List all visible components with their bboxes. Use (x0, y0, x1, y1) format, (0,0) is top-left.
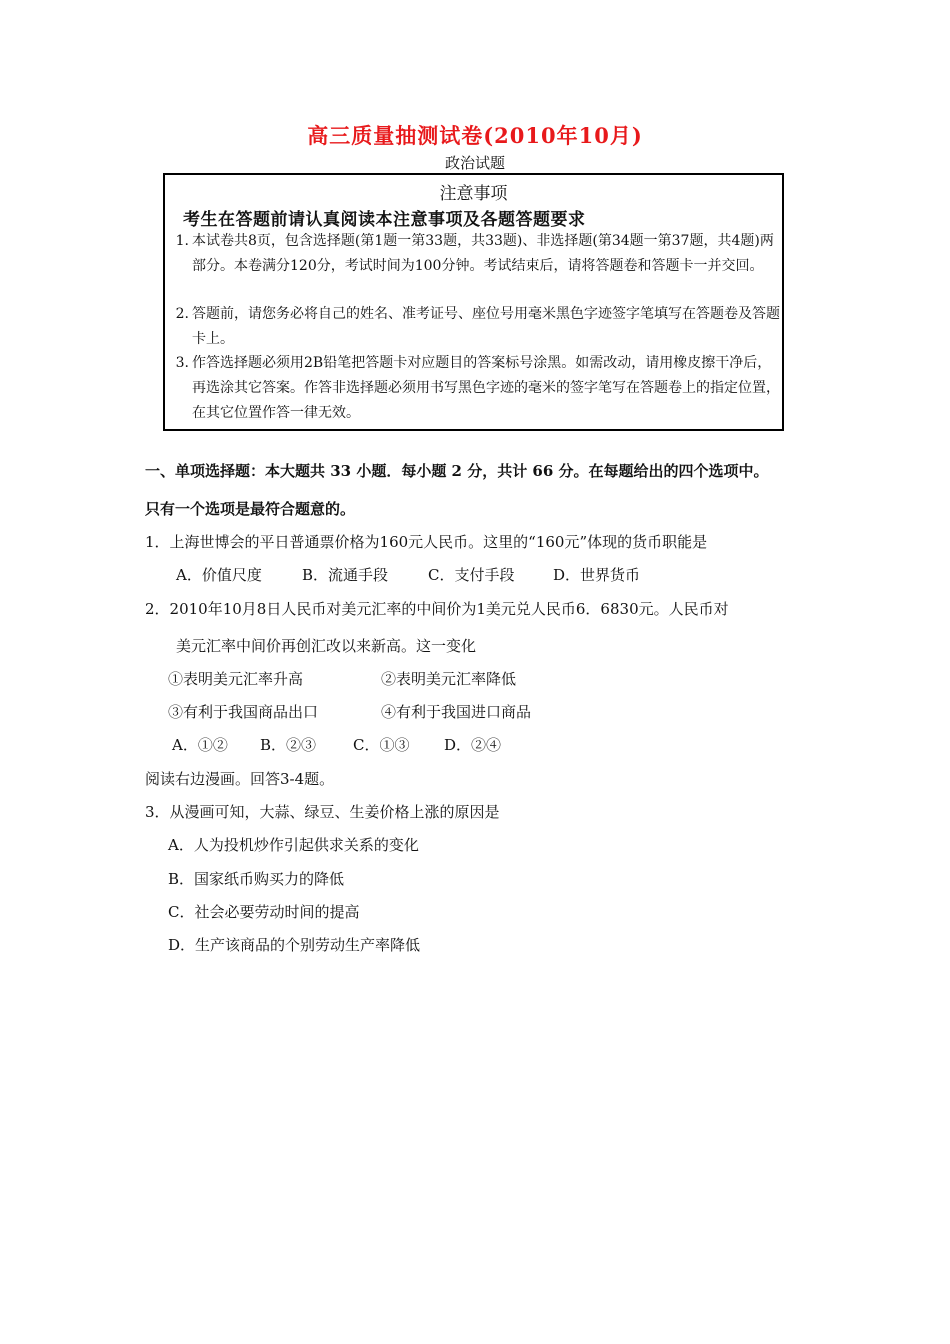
exam-subtitle: 政治试题 (444, 154, 505, 172)
notice-item-number: 2. (175, 306, 189, 322)
question-1-stem: 1．上海世博会的平日普通票价格为160元人民币。这里的“160元”体现的货币职能是 (145, 533, 708, 551)
notice-subtitle: 考生在答题前请认真阅读本注意事项及各题答题要求 (183, 210, 586, 230)
section-heading: 一、单项选择题：本大题共 33 小题．每小题 2 分，共计 66 分。在每题给出的四个选项中。 (145, 462, 769, 480)
question-3-option-d: D．生产该商品的个别劳动生产率降低 (168, 936, 421, 954)
question-2-option-a: A．①② (172, 736, 228, 754)
question-2-statement-4: ④有利于我国进口商品 (381, 703, 532, 721)
question-3-stem: 3．从漫画可知，大蒜、绿豆、生姜价格上涨的原因是 (145, 803, 500, 821)
question-1-option-a: A．价值尺度 (176, 566, 262, 584)
notice-title: 注意事项 (439, 184, 508, 204)
question-1-option-b: B．流通手段 (302, 566, 389, 584)
question-3-option-a: A．人为投机炒作引起供求关系的变化 (168, 836, 419, 854)
question-2-stem: 2．2010年10月8日人民币对美元汇率的中间价为1美元兑人民币6．6830元。人民币对 (145, 600, 729, 618)
question-2-statement-3: ③有利于我国商品出口 (168, 703, 319, 721)
notice-item-text: 本试卷共8页，包含选择题(第1题一第33题，共33题)、非选择题(第34题一第37题，共4题)两部分。本卷满分120分，考试时间为100分钟。考试结束后，请将答题卷和答题卡一并交回。 (192, 233, 774, 274)
question-2-statement-2: ②表明美元汇率降低 (381, 670, 517, 688)
question-2-option-c: C．①③ (353, 736, 410, 754)
notice-item-text: 答题前，请您务必将自己的姓名、准考证号、座位号用毫米黑色字迹签字笔填写在答题卷及答题卡上。 (192, 306, 780, 347)
notice-item-number: 1. (175, 233, 189, 249)
question-2-option-b: B．②③ (260, 736, 317, 754)
question-3-option-b: B．国家纸币购买力的降低 (168, 870, 345, 888)
question-3-option-c: C．社会必要劳动时间的提高 (168, 903, 360, 921)
question-2-statement-1: ①表明美元汇率升高 (168, 670, 304, 688)
question-1-option-c: C．支付手段 (428, 566, 515, 584)
exam-title: 高三质量抽测试卷(2010年10月) (307, 123, 643, 148)
notice-box (163, 173, 784, 431)
notice-item-text: 作答选择题必须用2B铅笔把答题卡对应题目的答案标号涂黑。如需改动，请用橡皮擦干净后，再选涂其它答案。作答非选择题必须用书写黑色字迹的毫米的签字笔写在答题卷上的指定位置，在其它位置作答一律无效。 (192, 355, 780, 421)
question-2-stem-cont: 美元汇率中间价再创汇改以来新高。这一变化 (176, 637, 477, 655)
reading-instruction: 阅读右边漫画。回答3-4题。 (145, 770, 335, 788)
section-heading-cont: 只有一个选项是最符合题意的。 (145, 500, 356, 518)
notice-item-number: 3. (175, 355, 189, 371)
question-2-option-d: D．②④ (444, 736, 502, 754)
question-1-option-d: D．世界货币 (553, 566, 641, 584)
